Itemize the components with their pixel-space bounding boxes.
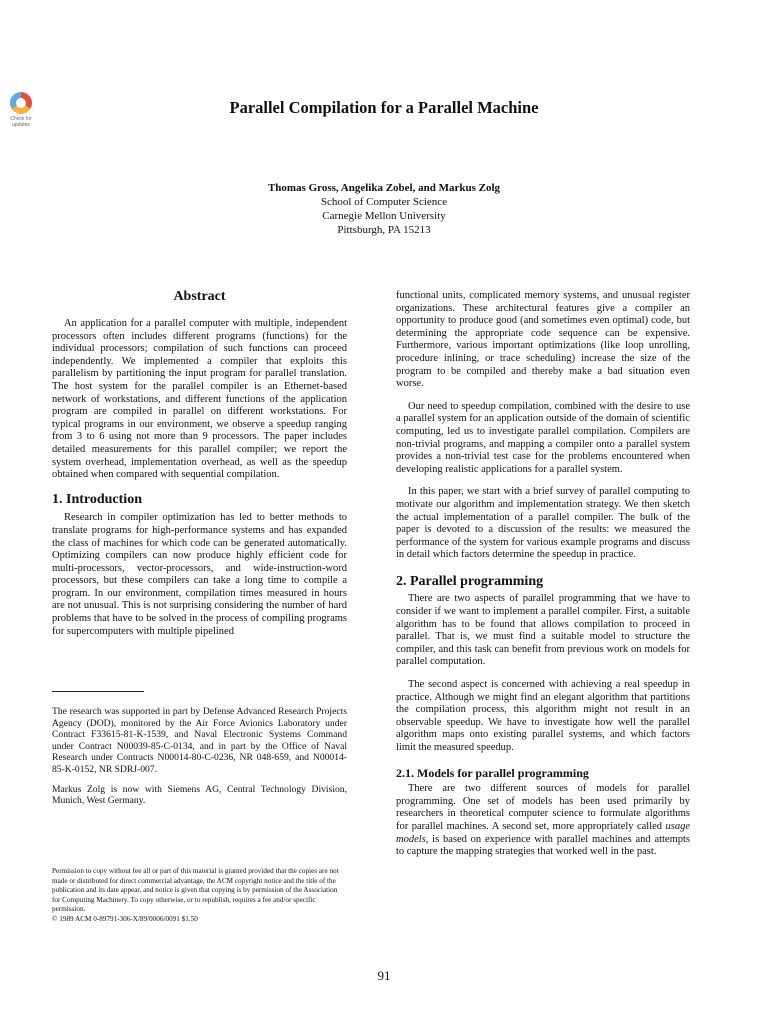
footnote-support: The research was supported in part by Defense Advanced Research Projects Agency (DOD), monitored by the Air Force Avionics Laboratory under Contract F33615-81-K-1539, and Naval Electronic Systems Command under Contract N00039-85-C-0134, and in part by the Office of Naval Research under Contracts N00014-80-C-0236, NR 048-659, and N00014-85-K-0152, NR SDRJ-007. [52,706,347,775]
section-2-para-1: There are two aspects of parallel programming that we have to consider if we want to implement a parallel compiler. First, a suitable algorithm has to be found that allows compilation to proceed in parallel. That is, we must find a suitable model to structure the compiler, and this task can benefit from previous work on models for parallel computation. [396,593,690,668]
author-university: Carnegie Mellon University [322,210,446,222]
page-number: 91 [377,968,391,983]
permission-text: Permission to copy without fee all or part of this material is granted provided that the copies are not made or distributed for direct commercial advantage, the ACM copyright notice and the title of the publication and its date appear, and notice is given that copying is by permission of the Association for Computing Machinery. To copy otherwise, or to republish, requires a fee and/or specific permission. [52,867,339,914]
left-column [52,318,347,638]
usage-models-term: usage models [396,820,690,845]
section-2-1-text-a: There are two different sources of models for parallel programming. One set of models has been used primarily by researchers in theoretical computer science to formulate algorithms for parallel machines. A second set, more appropriately called [396,783,690,832]
right-para-2: Our need to speedup compilation, combined with the desire to use a parallel system for an application outside of the domain of scientific computing, led us to investigate parallel compilation. Compilers are non-trivial programs, and mapping a compiler onto a parallel system provides a non-trivial test case for the problems encountered when developing realistic applications for a parallel system. [396,400,690,475]
footnote-block [52,706,347,807]
intro-text: Research in compiler optimization has led to better methods to translate programs for high-performance systems and has expanded the class of machines for which code can be generated automatically. Optimizing compilers can now produce highly efficient code for multi-processors, vector-processors, and wide-instruction-word processors, but these compilers can take a long time to compile a program. In our environment, compilation times measured in hours are not unusual. This is not surprising considering the number of hard problems that have to be solved in the process of compiling programs for supercomputers with multiple pipelined [52,512,347,637]
right-para-1: functional units, complicated memory systems, and unusual register organizations. These architectural features give a compiler an opportunity to produce good (and sometimes even optimal) code, but determining the appropriate code sequence can be expensive. Furthermore, various important optimizations (like loop unrolling, procedure inlining, or trace scheduling) increase the size of the program to be compiled and thereby make a bad situation even worse. [396,290,690,390]
paper-title: Parallel Compilation for a Parallel Machine [229,98,539,117]
section-2-1-para [396,783,690,859]
section-2-1-heading: 2.1. Models for parallel programming [396,765,589,780]
badge-text: Check for updates [10,116,32,128]
abstract-heading: Abstract [173,289,226,304]
right-column [396,290,690,859]
author-block [0,181,768,237]
author-city: Pittsburgh, PA 15213 [337,224,431,236]
section-2-1-text-b: , is based on experience with parallel machines and attempts to capture the mapping strategies that worked well in the past. [396,833,690,858]
footnote-rule [52,691,144,692]
author-affiliation: School of Computer Science [320,196,448,208]
abstract-text: An application for a parallel computer with multiple, independent processors often includes different programs (functions) for the individual processors; compilation of such functions can proceed independently. We implemented a compiler that exploits this parallelism by partitioning the input program for parallel translation. The host system for the parallel compiler is an Ethernet-based network of workstations, and different functions of the application program are compiled in parallel on different workstations. For typical programs in our environment, we observe a speedup ranging from 3 to 6 using not more than 9 processors. The paper includes detailed measurements for this parallel compiler; we report the system overhead, implementation overhead, as well as the speedup obtained when compared with sequential compilation. [52,318,347,481]
intro-heading: 1. Introduction [52,491,142,507]
copyright-line: © 1989 ACM 0-89791-306-X/89/0006/0091 $1.50 [52,914,198,923]
section-2-heading: 2. Parallel programming [396,573,544,589]
right-para-3: In this paper, we start with a brief survey of parallel computing to motivate our algorithm and implementation strategy. We then sketch the actual implementation of a parallel compiler. The bulk of the paper is devoted to a discussion of the results: we measured the performance of the system for various example programs and discuss in detail which factors determine the speedup in practice. [396,486,690,561]
author-names: Thomas Gross, Angelika Zobel, and Markus Zolg [267,182,501,194]
permission-notice [52,867,347,925]
footnote-zolg: Markus Zolg is now with Siemens AG, Central Technology Division, Munich, West Germany. [52,783,347,807]
section-2-para-2: The second aspect is concerned with achieving a real speedup in practice. Although we might find an elegant algorithm that partitions the compilation process, this algorithm might not result in an observable speedup. We have to investigate how well the parallel algorithm maps onto existing parallel systems, and which factors limit the measured speedup. [396,679,690,753]
